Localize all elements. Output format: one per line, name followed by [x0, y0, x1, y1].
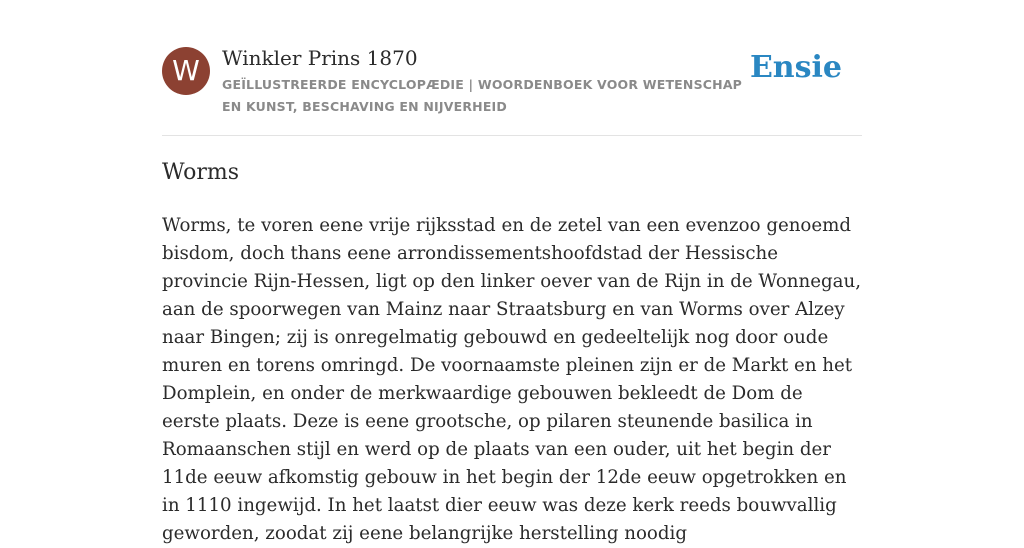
header-divider — [162, 135, 862, 136]
source-title[interactable]: Winkler Prins 1870 — [222, 46, 418, 70]
ensie-logo[interactable]: Ensie — [749, 50, 842, 85]
source-subtitle: GEÏLLUSTREERDE ENCYCLOPÆDIE | WOORDENBOEK VOOR WETENSCHAP EN KUNST, BESCHAVING EN NIJVERHEID — [222, 77, 743, 114]
avatar[interactable]: W — [162, 47, 210, 95]
entry-title: Worms — [162, 160, 240, 185]
entry-body: Worms, te voren eene vrije rijksstad en de zetel van een evenzoo genoemd bisdom, doch thans eene arrondissementshoofdstad der Hessische provincie Rijn-Hessen, ligt op den linker oever van de Rijn in de Wonnegau, aan de spoorwegen van Mainz naar Straatsburg en van Worms over Alzey naar Bingen; zij is onregelmatig gebouwd en gedeeltelijk nog door oude muren en torens omringd. De voornaamste pleinen zijn er de Markt en het Domplein, en onder de merkwaardige gebouwen bekleedt de Dom de eerste plaats. Deze is eene grootsche, op pilaren steunende basilica in Romaanschen stijl en werd op de plaats van een ouder, uit het begin der 11de eeuw afkomstig gebouw in het begin der 12de eeuw opgetrokken en in 1110 ingewijd. In het laatst dier eeuw was deze kerk reeds bouwvallig geworden, zoodat zij eene belangrijke herstelling noodig — [162, 215, 861, 544]
